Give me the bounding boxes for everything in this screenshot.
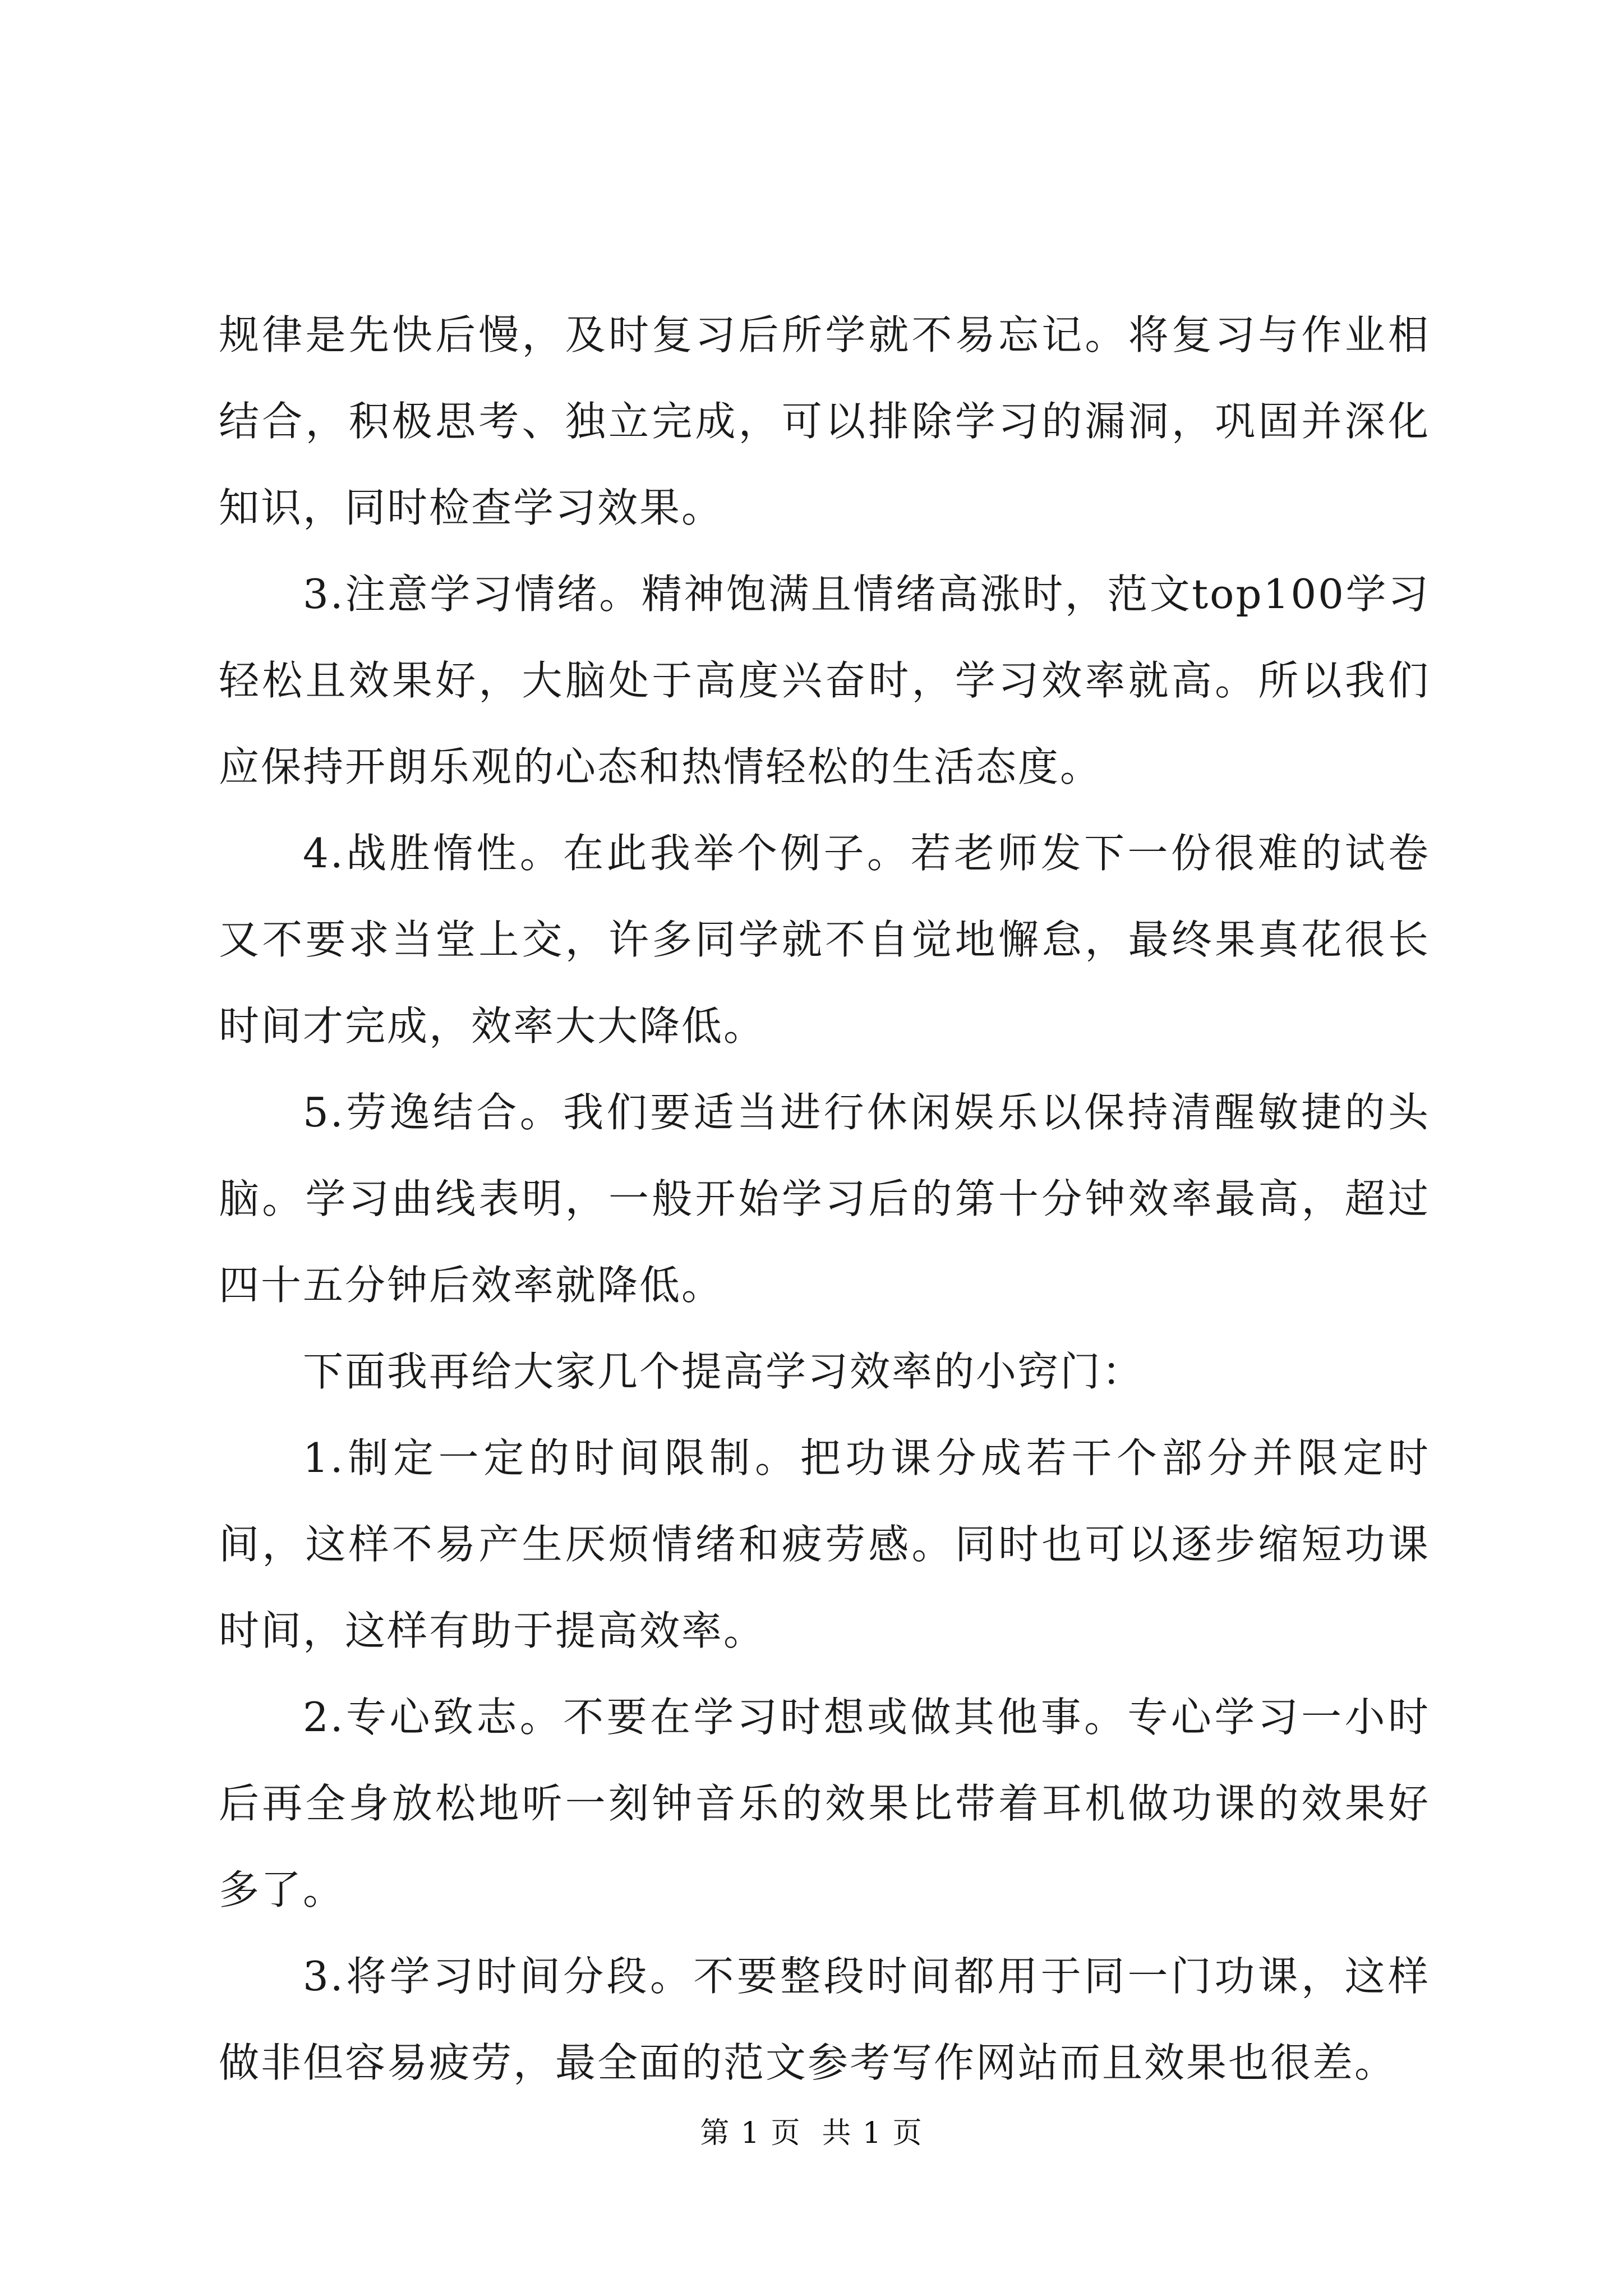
paragraph-item-5-balance: 5.劳逸结合。我们要适当进行休闲娱乐以保持清醒敏捷的头脑。学习曲线表明，一般开始学习后的第十分钟效率最高，超过四十五分钟后效率就降低。 bbox=[219, 1089, 1430, 1309]
paragraph-tip-2-focus: 2.专心致志。不要在学习时想或做其他事。专心学习一小时后再全身放松地听一刻钟音乐的效果比带着耳机做功课的效果好多了。 bbox=[219, 1694, 1430, 1913]
paragraph-item-3-mood: 3.注意学习情绪。精神饱满且情绪高涨时，范文top100学习轻松且效果好，大脑处于高度兴奋时，学习效率就高。所以我们应保持开朗乐观的心态和热情轻松的生活态度。 bbox=[219, 570, 1430, 790]
paragraph-tip-3-segments: 3.将学习时间分段。不要整段时间都用于同一门功课，这样做非但容易疲劳，最全面的范文参考写作网站而且效果也很差。 bbox=[219, 1953, 1430, 2086]
paragraph-item-4-laziness: 4.战胜惰性。在此我举个例子。若老师发下一份很难的试卷又不要求当堂上交，许多同学就不自觉地懈怠，最终果真花很长时间才完成，效率大大降低。 bbox=[219, 830, 1430, 1050]
page-number-label: 第 1 页 共 1 页 bbox=[700, 2116, 923, 2150]
paragraph-tips-intro: 下面我再给大家几个提高学习效率的小窍门： bbox=[303, 1348, 1145, 1395]
document-body bbox=[219, 292, 1430, 2106]
paragraph-continuation: 规律是先快后慢，及时复习后所学就不易忘记。将复习与作业相结合，积极思考、独立完成，可以排除学习的漏洞，巩固并深化知识，同时检查学习效果。 bbox=[219, 311, 1430, 531]
paragraph-tip-1-time-limit: 1.制定一定的时间限制。把功课分成若干个部分并限定时间，这样不易产生厌烦情绪和疲劳感。同时也可以逐步缩短功课时间，这样有助于提高效率。 bbox=[219, 1434, 1430, 1654]
page-footer bbox=[0, 2109, 1623, 2151]
